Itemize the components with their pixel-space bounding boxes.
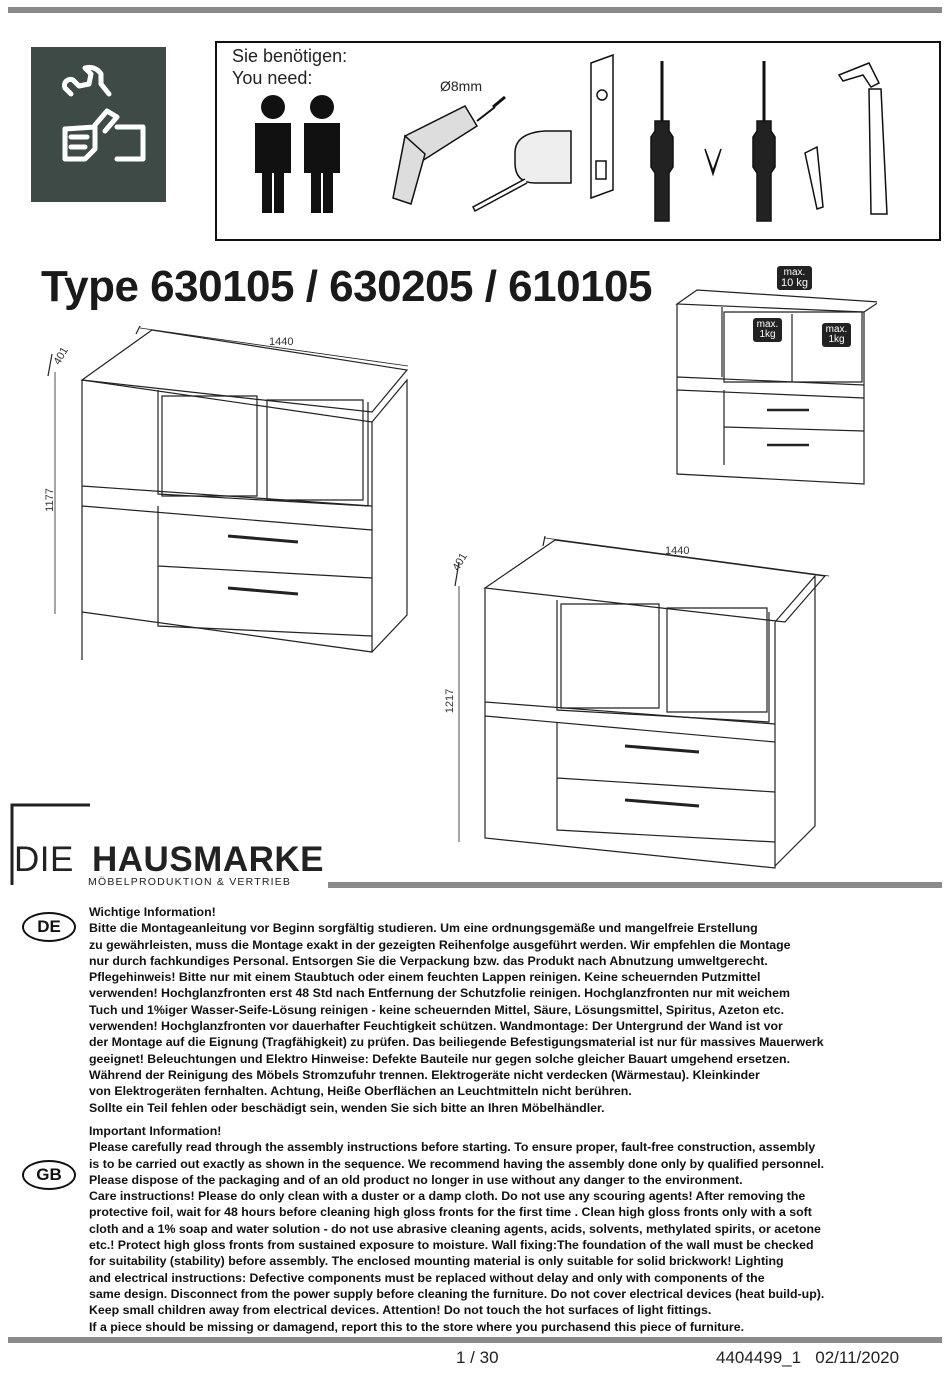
gb-line: protective foil, wait for 48 hours before cleaning high gloss fronts for the first time . Clean high gloss fronts only with a soft xyxy=(89,1205,812,1220)
gb-line: Care instructions! Please do only clean with a duster or a damp cloth. Do not use any scouring agents! After removing the xyxy=(89,1189,806,1204)
de-line: der Montage auf die Eignung (Tragfähigkeit) zu prüfen. Das beiliegende Befestigungsmaterial ist nur für massives Mauerwerk xyxy=(89,1035,824,1050)
brand-divider xyxy=(328,882,942,888)
de-line: nur durch fachkundiges Personal. Entsorgen Sie die Verpackung bzw. das Produkt nach Abnutzung umweltgerecht. xyxy=(89,953,768,968)
document-id-date: 4404499_1 02/11/2020 xyxy=(716,1348,900,1367)
you-need-label-en: You need: xyxy=(232,68,313,88)
de-line: verwenden! Hochglanzfronten erst 48 Std nach Entfernung der Schutzfolie reinigen. Hochglanzfronten nur mit weichem xyxy=(89,986,790,1001)
gb-line: for suitability (stability) before assembly. The enclosed mounting material is only suitable for solid brickwork! Lighting xyxy=(89,1254,784,1269)
de-line: Pflegehinweis! Bitte nur mit einem Staubtuch oder einem feuchten Lappen reinigen. Keine scheuernden Putzmittel xyxy=(89,970,761,985)
gb-line: Important Information! xyxy=(89,1124,222,1138)
de-line: Bitte die Montageanleitung vor Beginn sorgfältig studieren. Um eine ordnungsgemäße und mangelfreie Erstellung xyxy=(89,921,758,936)
dim-width-b: 1440 xyxy=(665,545,690,557)
max-load-top-line1: max. xyxy=(783,267,806,278)
max-load-top-line2: 10 kg xyxy=(781,277,808,289)
drill-size-label: Ø8mm xyxy=(440,78,482,94)
de-line: Tuch und 1%iger Wasser-Seife-Lösung reinigen - keine scheuernden Mittel, Säure, Lösungsmittel, Spiritus, Azeton etc. xyxy=(89,1002,785,1017)
lang-badge-gb: GB xyxy=(22,1160,76,1190)
dim-width-a: 1440 xyxy=(269,336,294,348)
brand-subtitle: MÖBELPRODUKTION & VERTRIEB xyxy=(88,876,292,888)
brand-hausmarke: HAUSMARKE xyxy=(92,840,324,879)
spirit-level-icon xyxy=(591,55,613,198)
footer-divider xyxy=(8,1337,942,1343)
gb-line: Please dispose of the packaging and of an old product no longer in use without any danger to the environment. xyxy=(89,1172,743,1187)
info-text-de xyxy=(89,904,949,1116)
dim-depth-a: 401 xyxy=(51,345,71,367)
max-load-top-badge xyxy=(777,266,812,290)
shelf-left-line1: max. xyxy=(756,319,779,330)
assembly-tools-icon xyxy=(31,47,166,202)
info-text-gb xyxy=(89,1123,949,1335)
gb-line: Keep small children away from electrical devices. Attention! Do not touch the hot surfaces of light fittings. xyxy=(89,1303,712,1318)
brand-die: DIE xyxy=(14,840,74,879)
dim-height-b: 1217 xyxy=(444,688,457,714)
gb-line: cloth and a 1% soap and water solution - do not use abrasive cleaning agents, acids, solvents, methylated spirits, or acetone xyxy=(89,1221,821,1236)
max-load-shelf-left-badge xyxy=(753,318,782,342)
de-line: verwenden! Hochglanzfronten vor dauerhafter Feuchtigkeit schützen. Wandmontage: Der Untergrund der Wand ist vor xyxy=(89,1019,783,1034)
lang-badge-de: DE xyxy=(22,912,76,942)
gb-line: Please carefully read through the assembly instructions before starting. To ensure proper, fault-free construction, assembly xyxy=(89,1140,816,1155)
drill-icon xyxy=(393,97,505,204)
required-tools-illustrations xyxy=(215,41,941,241)
two-persons-icon xyxy=(255,95,340,213)
cabinet-drawing-a xyxy=(40,320,420,660)
you-need-label-de: Sie benötigen: xyxy=(232,46,348,66)
phillips-screwdriver-icon xyxy=(651,61,721,221)
de-line: zu gewährleisten, muss die Montage exakt in der gezeigten Reihenfolge ausgeführt werden. Wir empfehlen die Montage xyxy=(89,937,791,952)
gb-line: If a piece should be missing or damagend, report this to the store where you purchasend this piece of furniture. xyxy=(89,1319,745,1334)
de-line: Sollte ein Teil fehlen oder beschädigt sein, wenden Sie sich bitte an Ihren Möbelhändler. xyxy=(89,1100,605,1115)
de-line: von Elektrogeräten fernhalten. Achtung, Heiße Oberflächen an Leuchtmitteln nicht berühren. xyxy=(89,1084,632,1099)
top-divider xyxy=(8,7,942,13)
dim-height-a: 1177 xyxy=(43,488,56,512)
dim-depth-b: 401 xyxy=(450,551,470,573)
hammer-icon xyxy=(839,63,887,214)
shelf-left-line2: 1kg xyxy=(759,329,776,340)
de-line: geeignet! Beleuchtungen und Elektro Hinweise: Defekte Bauteile nur gegen solche gleicher Bauart umgehend ersetzen. xyxy=(89,1051,791,1066)
gb-line: and electrical instructions: Defective components must be replaced without delay and only with components of the xyxy=(89,1270,765,1285)
de-line: Während der Reinigung des Möbels Stromzufuhr trennen. Elektrogeräte nicht verdecken (Wärmestau). Kleinkinder xyxy=(89,1067,760,1082)
gb-line: same design. Disconnect from the power supply before cleaning the furniture. Do not cover electrical devices (heat build-up). xyxy=(89,1286,825,1301)
shelf-right-line2: 1kg xyxy=(828,334,845,345)
max-load-shelf-right-badge xyxy=(822,323,851,347)
gb-line: etc.! Protect high gloss fronts from sustained exposure to moisture. Wall fixing:The foundation of the wall must be checked xyxy=(89,1238,814,1253)
shelf-right-line1: max. xyxy=(825,324,848,335)
load-capacity-drawing xyxy=(672,282,877,487)
de-line: Wichtige Information! xyxy=(89,905,216,919)
gb-line: is to be carried out exactly as shown in the sequence. We recommend having the assembly done only by qualified personnel. xyxy=(89,1156,825,1171)
tape-measure-icon xyxy=(473,131,571,211)
cabinet-drawing-b xyxy=(445,532,840,872)
page-title: Type 630105 / 630205 / 610105 xyxy=(41,262,652,311)
flat-screwdriver-icon xyxy=(753,61,823,221)
page-number: 1 / 30 xyxy=(456,1348,499,1367)
